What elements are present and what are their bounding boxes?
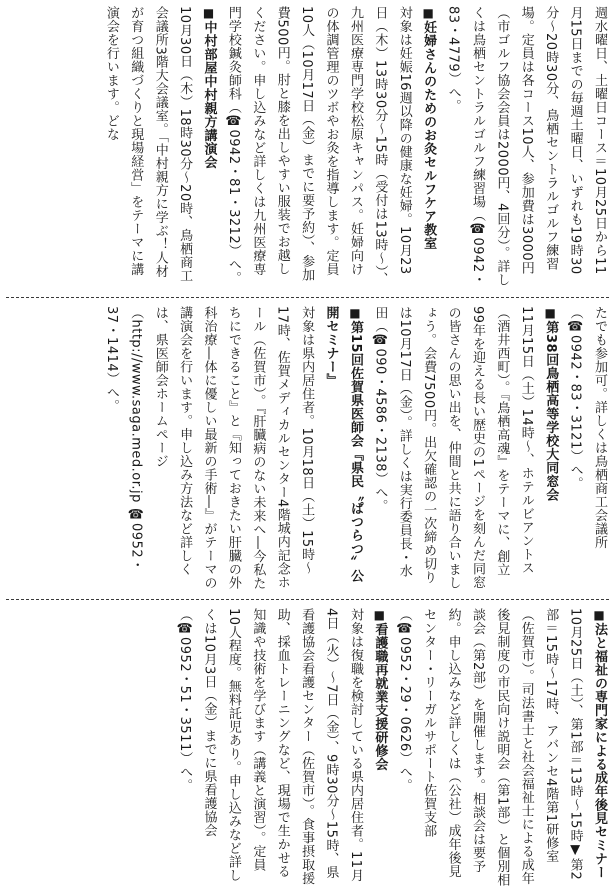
event-body-moxibustion: 対象は妊娠16週以降の健康な妊婦。10月23日（木）13時30分～15時（受付は13時～）、九州医療専門学校松原キャンパス。妊婦向けの体調管理のツボやお灸を指導します。定員10人（10月17日（金）までに要予約）、参加費500円。肘と膝を出しやすい服装でお越しください。申し込みなど詳しくは九州医療専門学校鍼灸師科（☎0942・81・3212）へ。 [225, 6, 412, 286]
continued-text-tail: な [103, 127, 119, 141]
event-heading-moxibustion: ■妊婦さんのためのお灸セルフケア教室 [421, 6, 437, 250]
event-band-1 [0, 0, 615, 294]
square-bullet-icon: ■ [201, 6, 216, 21]
vertical-text-column-3 [172, 608, 611, 889]
square-bullet-icon: ■ [347, 306, 362, 321]
square-bullet-icon: ■ [543, 306, 558, 321]
continuation-text: 週水曜日、土曜日コース＝10月25日から11月15日までの毎週土曜日、いずれも19時30分～20時30分、鳥栖セントラルゴルフ練習場。定員は各コース10人、参加費は3000円（市ゴルフ協会会員は2000円、4回分）。詳しくは鳥栖セントラルゴルフ練習場（☎0942・83・4779）へ。 [445, 6, 607, 287]
event-body-reunion: 11月15日（土）14時～、ホテルビアントス（酒井西町）。『鳥栖高魂』をテーマに、創立99年を迎える長い歴史の1ページを刻んだ同窓の皆さんの思い出を、仲間と共に語り合いましょう。会費7500円。出欠確認の一次締め切りは10月17日（金）。詳しくは実行委員長・水田（☎090・4586・2138）へ。 [372, 306, 534, 590]
square-bullet-icon: ■ [592, 608, 606, 623]
event-band-2 [0, 300, 615, 596]
event-heading-reunion: ■第38回鳥栖高等学校大同窓会 [543, 306, 559, 502]
continuation-text: たでも参加可。詳しくは鳥栖商工会議所（☎0942・83・3121）へ。 [567, 306, 607, 549]
event-body-guardianship-seminar: 10月25日（土）、第1部＝13時～15時▼第2部＝15時～17時、アバンセ4階第1研修室（佐賀市）。司法書士と社会福祉士による成年後見制度の市民向け説明会（第1部）と個別相談会（第2部）を開催します。相談会は要予約。申し込みなど詳しくは（公社）成年後見センター・リーガルサポート佐賀支部（☎0952・29・0626）へ。 [396, 608, 583, 887]
square-bullet-icon: ■ [372, 608, 387, 623]
event-heading-guardianship-seminar: ■法と福祉の専門家による成年後見セミナー [592, 608, 607, 879]
dashed-divider [6, 599, 609, 600]
event-heading-nursing-training: ■看護職再就業支援研修会 [372, 608, 388, 771]
vertical-text-column-1 [98, 6, 611, 288]
dashed-divider [6, 297, 609, 298]
event-heading-medical-seminar: ■第15回佐賀県医師会『県民〝ぱつらつ〟公開セミナー』 [323, 306, 363, 583]
vertical-text-column-2 [98, 306, 611, 590]
event-band-3 [0, 602, 615, 895]
event-body-nursing-training: 対象は復職を検討している県内居住者。11月4日（火）～7日（金）、9時30分～15時、県看護協会看護センター（佐賀市）。食事摂取援助、採血トレーニングなど、現場で生かせる知識や技術を学びます（講義と演習）。定員10人程度。無料託児あり。申し込みなど詳しくは10月3日（金）までに県看護協会（☎0952・51・3511）へ。 [177, 608, 363, 885]
square-bullet-icon: ■ [421, 6, 436, 21]
event-body-medical-seminar: 対象は県内居住者。10月18日（土）15時～17時、佐賀メディカルセンター4階城内記念ホール（佐賀市）。『肝臓病のない未来へ―今私たちにできること』と『知っておきたい肝臓の外科治療―体に優しい最新の手術―』がテーマの講演会を行います。申し込み方法など詳しくは、県医師会ホームページ（http://www.saga.med.or.jp ☎0952・37・1414）へ。 [103, 306, 315, 590]
event-heading-nakamura-lecture: ■中村部屋中村親方講演会 [201, 6, 217, 169]
event-body-nakamura-lecture: 10月30日（木）18時30分～20時、鳥栖商工会議所3階大会議室。「中村親方に学ぶ！人材が育つ組織づくりと現場経営」をテーマに講演会を行います。どな [103, 6, 193, 283]
